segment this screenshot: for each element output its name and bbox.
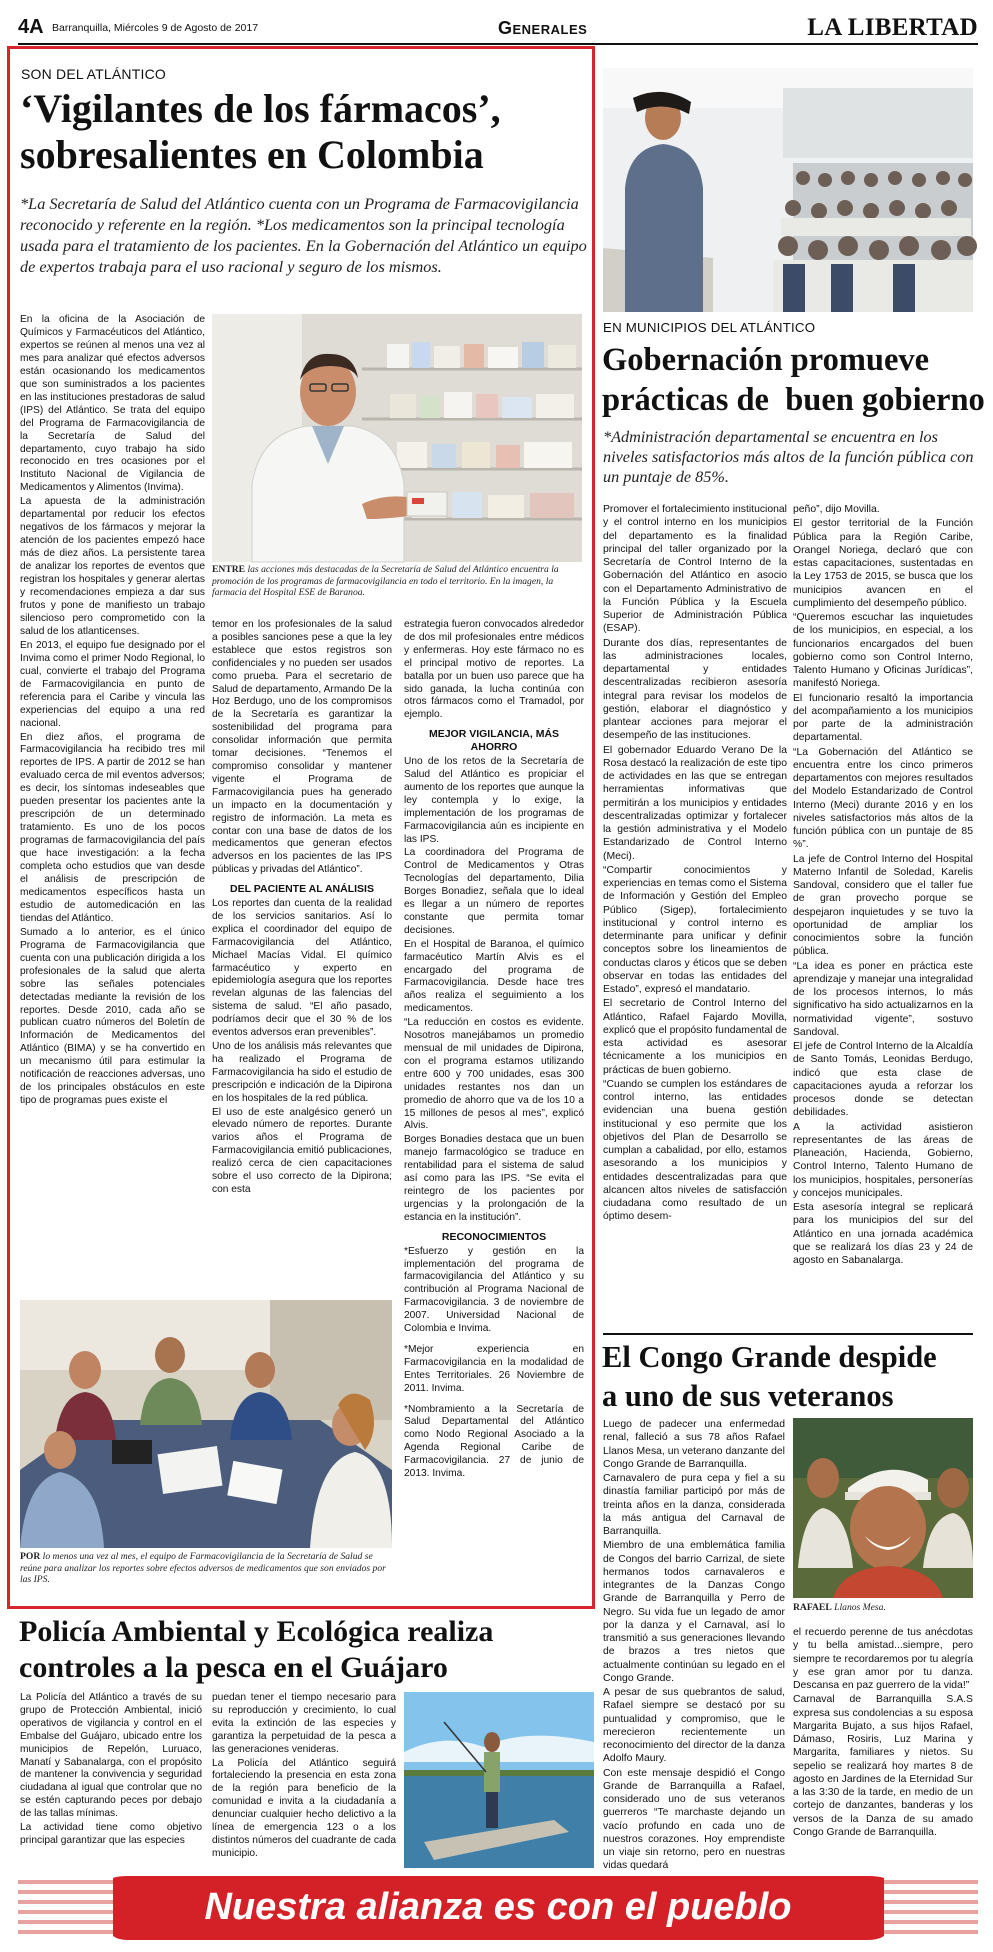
page-header	[18, 14, 978, 42]
article2-paragraph: peño”, dijo Movilla.	[793, 504, 880, 515]
section-name: Generales	[498, 18, 588, 38]
article1-subhead-vigilancia: MEJOR VIGILANCIA, MÁS AHORRO	[428, 728, 560, 754]
article3-paragraph: Con este mensaje despidió el Congo Grande de Barranquilla a Rafael, considerado uno de sus veteranos guerreros “Te marchaste dejando un vacío profundo en cada uno de nuestros corazones. Hoy emprendiste un viaje sin retorno, pero en nuestras vidas quedará	[603, 1767, 785, 1872]
article2-kicker: EN MUNICIPIOS DEL ATLÁNTICO	[603, 320, 816, 335]
article3-paragraph: A pesar de sus quebrantos de salud, Rafael siempre se destacó por su puntualidad y compromiso, que le merecieron recientemente un reconocimiento del director de la danza Adolfo Maury.	[603, 1687, 785, 1765]
article4-paragraph: puedan tener el tiempo necesario para su reproducción y crecimiento, lo cual evita la extinción de las especies y garantiza la perpetuidad de la pesca a las generaciones venideras.	[212, 1692, 396, 1755]
footer-slogan: Nuestra alianza es con el pueblo	[204, 1886, 792, 1928]
article1-paragraph: temor en los profesionales de la salud a posibles sanciones pese a que la ley establece que estos registros son confidenciales y no pueden ser usados como prueba. Para el secretario de Salud de departamento, Armando De la Hoz Berdugo, uno de los compromisos de la Secretaría es garantizar la sostenibilidad del programa para consolidar información que permita tomar decisiones. “Tenemos el compromiso consolidar y mantener vigente el Programa de Farmacovigilancia pues ha generado un impacto en la documentación y registro de información. La meta es contar con una base de datos de los medicamentos que generan efectos adversos en los pacientes de las IPS públicas y privadas del Atlántico”.	[212, 619, 392, 876]
meeting-photo-caption	[20, 1551, 392, 1586]
masthead: LA LIBERTAD	[807, 14, 978, 41]
article2-paragraph: El jefe de Control Interno de la Alcaldía de Santo Tomás, Leonidas Berdugo, indicó que esta clase de capacitaciones ayuda a reforzar los procesos donde se detectan debilidades.	[793, 1041, 973, 1119]
veteran-photo-art	[793, 1418, 973, 1598]
caption-text: lo menos una vez al mes, el equipo de Farmacovigilancia de la Secretaría de Salud se reúne para analizar los reportes sobre efectos adversos de medicamentos que son enviados por las IPS.	[20, 1551, 386, 1585]
article2-paragraph: La jefe de Control Interno del Hospital Materno Infantil de Soledad, Karelis Sandoval, considero que el taller fue de gran provecho porque se despejaron inquietudes y se tuvo la oportunidad de ampliar los conocimientos sobre la función pública.	[793, 853, 973, 958]
article1-subhead-paciente: DEL PACIENTE AL ANÁLISIS	[230, 883, 374, 896]
article2-paragraph: El gestor territorial de la Función Pública para la Región Caribe, Orangel Noriega, declaró que con estas capacitaciones, sustentadas en la Ley 1753 de 2015, se busca que los municipios avancen en el cumplimiento del desempeño público.	[793, 518, 973, 609]
page-number: 4A	[18, 16, 44, 38]
article3-paragraph: Carnavalero de pura cepa y fiel a su dinastía familiar participó por más de treinta años en la danza, considerada la más antigua del Carnaval de Barranquilla.	[603, 1473, 785, 1537]
article1-paragraph: Sumado a lo anterior, es el único Programa de Farmacovigilancia que cuenta con una publicación dirigida a los profesionales de la salud que alerta sobre las señales potenciales detectadas mediante la revisión de los reportes. Desde 2010, cada año se publican cuatro números del Boletín de Información de Medicamentos del Atlántico (BIMA) y se ha convertido en un mecanismo útil para estimular la notificación de reacciones adversas, uno de los principales obstáculos en este tipo de programas pues existe el	[20, 926, 205, 1107]
meeting-photo-art	[20, 1300, 392, 1548]
article1-headline-line1: ‘Vigilantes de los fármacos’,	[20, 86, 501, 131]
article1-column1	[20, 314, 205, 1314]
article1-paragraph: Borges Bonadies destaca que un buen manejo farmacológico se traduce en rentabilidad para el sistema de salud así como para las IPS. “Se evita el reintegro de los pacientes por urgencias y la prolongación de la estancia en la institución”.	[404, 1134, 584, 1223]
article1-paragraph: *Nombramiento a la Secretaría de Salud Departamental del Atlántico como Nodo Regional Asociado a la Agenda Regional Caribe de Farmacovigilancia. 27 de junio de 2013. Invima.	[404, 1403, 584, 1480]
article1-kicker: SON DEL ATLÁNTICO	[21, 66, 166, 82]
article3-headline-line1: El Congo Grande despide	[602, 1340, 937, 1374]
article1-paragraph: Uno de los análisis más relevantes que ha realizado el Programa de Farmacovigilancia ha sido el estudio de prescripción e indicación de la Dipirona en los hospitales de la red pública.	[212, 1041, 392, 1104]
article4-headline-line1: Policía Ambiental y Ecológica realiza	[19, 1615, 494, 1648]
article1-paragraph: “La reducción en costos es evidente. Nosotros manejábamos un promedio mensual de mil unidades de Dipirona, con el programa estamos utilizando entre 600 y 700 unidades, esas 300 unidades restantes nos dan un promedio de ahorro que va de los 10 a 15 millones de pesos al mes”, explicó Alvis.	[404, 1017, 584, 1132]
article1-paragraph: *Esfuerzo y gestión en la implementación del programa de farmacovigilancia del Atlántico y su contribución al Programa Nacional de Farmacovigilancia. 3 de noviembre de 2007. Universidad Nacional de Colombia e Invima.	[404, 1245, 584, 1335]
workshop-photo-art	[603, 68, 973, 312]
article2-paragraph: El funcionario resaltó la importancia del acompañamiento a los municipios por parte de la administración departamental.	[793, 692, 973, 744]
caption-lead: ENTRE	[212, 564, 246, 575]
article2-paragraph: Durante dos días, representantes de las administraciones locales, departamental y entidades descentralizadas recibieron asesoría integral para revisar los modelos de gestión, elaborar el diagnóstico y plantear acciones para mejorar el desempeño de las instituciones.	[603, 637, 787, 742]
article2-paragraph: “Compartir conocimientos y experiencias en temas como el Sistema de Información y Gestión del Empleo Público (Sigep), fortalecimiento institucional y control interno es determinante para unificar y definir conceptos sobre los lineamientos de conductas claros y éticos que se deben observar en todas las entidades del Estado”, expresó el mandatario.	[603, 864, 787, 995]
article1-paragraph: El uso de este analgésico generó un elevado número de reportes. Durante varios años el Programa de Farmacovigilancia emitió publicaciones, realizó cerca de cien capacitaciones sobre el uso correcto de la Dipirona; con esta	[212, 1106, 392, 1195]
article1-subhead: *La Secretaría de Salud del Atlántico cuenta con un Programa de Farmacovigilancia reconocido y referente en la región. *Los medicamentos son la principal tecnología usada para el tratamiento de los pacientes. En la Gobernación del Atlántico un equipo de expertos trabaja para el uso racional y seguro de los mismos.	[20, 194, 587, 276]
article4-paragraph: La Policía del Atlántico seguirá fortaleciendo la presencia en esta zona de la región para beneficio de la comunidad e invita a la ciudadanía a denunciar cualquier hecho delictivo a la línea de emergencia 123 o a los distintos números del cuadrante de cada municipio.	[212, 1757, 396, 1859]
article4-column2	[212, 1692, 396, 1862]
article3-column2	[793, 1626, 973, 1866]
meeting-photo	[20, 1300, 392, 1548]
article1-column2	[212, 619, 392, 1195]
article3-paragraph: el recuerdo perenne de tus anécdotas y tu bella amistad...siempre, pero siempre te recordaremos por tu alegría y ese gran amor por tu danza. Descansa en paz guerrero de la vida!”	[793, 1627, 973, 1691]
veteran-photo	[793, 1418, 973, 1598]
article3-paragraph: Miembro de una emblemática familia de Congos del barrio Carrizal, de siete hermanos todos carnavaleros e integrantes de la Danzas Congo Grande de Barranquilla y Perro de Negro. Su vida fue un legado de amor por la danza y el Carnaval, así lo transmitió a sus generaciones llevando de brazos a tres nietos que actualmente continúan su legado en el Congo Grande.	[603, 1540, 785, 1684]
fishing-photo	[404, 1692, 594, 1868]
article1-paragraph: *Mejor experiencia en Farmacovigilancia en la modalidad de Entes Territoriales. 26 Noviembre de 2011. Invima.	[404, 1343, 584, 1394]
article3-paragraph: Luego de padecer una enfermedad renal, falleció a sus 78 años Rafael Llanos Mesa, un veterano danzante del Congo Grande de Barranquilla.	[603, 1419, 785, 1470]
article4-paragraph: La actividad tiene como objetivo principal garantizar que las especies	[20, 1822, 202, 1846]
article1-paragraph: En diez años, el programa de Farmacovigilancia ha recibido tres mil reportes de IPS. A partir de 2012 se han evaluado cerca de mil eventos adversos; es decir, los síntomas indeseables que pueden presentar los pacientes ante la prescripción de un determinado tratamiento. Es uno de los pocos programas de farmacovigilancia del país que hace investigación: a la fecha completa ocho estudios que van desde el análisis de prescripción de medicamentos específicos hasta un estudio de automedicación en las tiendas del Atlántico.	[20, 731, 205, 924]
article1-paragraph: estrategia fueron convocados alrededor de dos mil profesionales entre médicos y enfermeras. Hoy este fármaco no es el principal motivo de reportes. La batalla por un buen uso parece que ha sido ganada, la lucha continúa con otros fármacos como el Tramadol, por ejemplo.	[404, 619, 584, 721]
fishing-photo-art	[404, 1692, 594, 1868]
article2-headline-line1: Gobernación promueve	[602, 342, 930, 378]
article2-paragraph: Promover el fortalecimiento institucional y el control interno en los municipios del departamento es la finalidad principal del taller organizado por la Secretaría de Control Interno de la Gobernación del Atlántico en asocio con el Departamento Administrativo de la Función Pública y la Escuela Superior de Administración Pública (ESAP).	[603, 504, 787, 635]
article1-paragraph: La coordinadora del Programa de Control de Medicamentos y Otras Tecnologías del departamento, Dilia Borges Bonadiez, señala que lo ideal es llegar a un número de reportes constante que permita tomar decisiones.	[404, 847, 584, 936]
article3-headline	[602, 1338, 978, 1416]
article1-paragraph: La apuesta de la administración departamental por reducir los efectos negativos de los fármacos y mejorar la atención de los pacientes empezó hace más de diez años. La persistente tarea de analizar los reportes de eventos que registran los hospitales y generar alertas y recomendaciones empieza a dar sus frutos y pone de manifiesto un trabajo silencioso pero comprometido con la salud de los atlanticenses.	[20, 496, 205, 637]
article1-column3	[404, 619, 584, 1599]
header-rule	[18, 43, 978, 45]
workshop-photo	[603, 68, 973, 312]
article3-headline-line2: a uno de sus veteranos	[602, 1379, 894, 1413]
caption-lead: POR	[20, 1551, 41, 1562]
article4-headline-line2: controles a la pesca en el Guájaro	[19, 1651, 448, 1684]
article2-headline-line2: prácticas de buen gobierno	[602, 382, 985, 418]
article1-paragraph: En 2013, el equipo fue designado por el Invima como el primer Nodo Regional, lo cual, convierte el trabajo del Programa de Farmacovigilancia en punto de referencia para el Caribe y vincula las experiencias del equipo a una red nacional.	[20, 639, 205, 729]
article3-paragraph: Carnaval de Barranquilla S.A.S expresa sus condolencias a su esposa Margarita Bujato, a sus hijos Rafael, Dámaso, Rosiris, Luz Marina y Margarita, familiares y nietos. Su sepelio se realizará hoy martes 8 de agosto en Jardines de la Eternidad Sur a las 3:30 de la tarde, en medio de un cortejo de danzantes, banderas y los versos de la Danza de su amado Congo Grande de Barranquilla.	[793, 1694, 973, 1838]
dateline: Barranquilla, Miércoles 9 de Agosto de 2017	[52, 22, 259, 34]
caption-lead: RAFAEL	[793, 1602, 832, 1613]
article2-subhead: *Administración departamental se encuentra en los niveles satisfactorios más altos de la función pública con un puntaje de 85%.	[603, 428, 974, 486]
article2-headline	[602, 340, 985, 420]
article2-paragraph: El secretario de Control Interno del Atlántico, Rafael Fajardo Movilla, explicó que el propósito fundamental de esta actividad es asesorar técnicamente a los municipios en prácticas de buen gobierno.	[603, 998, 787, 1076]
article4-headline	[19, 1614, 599, 1686]
article4-paragraph: La Policía del Atlántico a través de su grupo de Protección Ambiental, inició operativos de vigilancia y control en el Embalse del Guájaro, ubicado entre los municipios de Repelón, Luruaco, Manatí y Sabanalarga, con el propósito de mantener la convivencia y seguridad ciudadana al igual que controlar que no se estén capturando peces por debajo de las tallas mínimas.	[20, 1692, 202, 1820]
article1-paragraph: En la oficina de la Asociación de Químicos y Farmacéuticos del Atlántico, expertos se reúnen al menos una vez al mes para analizar qué efectos adversos están ocasionando los medicamentos que son suministrados a los pacientes en las instituciones prestadoras de salud (IPS) del Atlántico. Se trata del equipo del Programa de Farmacovigilancia de la Secretaría de Salud del departamento, cuyo trabajo ha sido reconocido en tres ocasiones por el Instituto Nacional de Vigilancia de Medicamentos y Alimentos (Invima).	[20, 314, 205, 494]
pharmacist-photo-art	[212, 314, 582, 562]
article1-headline	[20, 86, 590, 178]
article2-paragraph: A la actividad asistieron representantes de las áreas de Planeación, Hacienda, Gobierno, Control Interno, Talento Humano de los municipios, hospitales, personerías y concejos municipales.	[793, 1121, 973, 1199]
article4-column1	[20, 1692, 202, 1862]
caption-text: las acciones más destacadas de la Secretaría de Salud del Atlántico encuentra la promoción de los programas de farmacovigilancia en todo el territorio. En la imagen, la farmacia del Hospital ESE de Baranoa.	[212, 564, 559, 598]
article1-paragraph: Los reportes dan cuenta de la realidad de los servicios sanitarios. Así lo explica el coordinador del equipo de Farmacovigilancia del Atlántico, Michael Macías Vidal. El químico farmacéutico y experto en epidemiología asegura que los reportes revelan algunas de las falencias del sistema de salud. “El año pasado, podríamos decir que el 30 % de los eventos adversos eran prevenibles”.	[212, 898, 392, 1039]
article1-paragraph: En el Hospital de Baranoa, el químico farmacéutico Martín Alvis es el encargado del programa de Farmacovigilancia. Desde hace tres años realiza el seguimiento a los medicamentos.	[404, 938, 584, 1015]
pharmacist-photo	[212, 314, 582, 562]
article2-paragraph: “Cuando se cumplen los estándares de control interno, las entidades evidencian una buena gestión institucional y eso permite que los objetivos del Plan de Desarrollo se cumplan a cabalidad, por ello, estamos asesorando a los municipios y entidades descentralizadas para que alcancen altos niveles de satisfacción ciudadana como resultado de un óptimo desem-	[603, 1078, 787, 1223]
article2-paragraph: “La Gobernación del Atlántico se encuentra entre los cinco primeros departamentos con mejores resultados del Modelo Estandarizado de Control Interno (Meci) durante 2016 y en los niveles satisfactorios más altos de la función pública con un puntaje de 85 %”.	[793, 746, 973, 851]
article3-column1	[603, 1418, 785, 1872]
pharmacist-photo-caption	[212, 564, 582, 599]
footer-banner	[18, 1874, 978, 1942]
article2-paragraph: “La idea es poner en práctica este aprendizaje y manejar una integralidad de los procesos internos, lo más significativo ha sido actualizarnos en la normatividad vigente”, sostuvo Sandoval.	[793, 960, 973, 1038]
article2-paragraph: “Queremos escuchar las inquietudes de los municipios, en especial, a los funcionarios encargados del buen gobierno como son Control Interno, Talento Humano y Oficinas Jurídicas”, manifestó Noriega.	[793, 612, 973, 690]
article1-paragraph: Uno de los retos de la Secretaría de Salud del Atlántico es propiciar el aumento de los reportes que aunque la ley contempla y lo exige, la implementación de los programas de Farmacovigilancia aún es incipiente en las IPS.	[404, 756, 584, 845]
article2-divider	[603, 1333, 973, 1335]
article2-paragraph: Esta asesoría integral se replicará para los municipios del sur del Atlántico en una jornada académica que se realizará los días 23 y 24 de agosto en Sabanalarga.	[793, 1202, 973, 1266]
article2-paragraph: El gobernador Eduardo Verano De la Rosa destacó la realización de este tipo de actividades en las que se entregan herramientas informativas que permitirán a los municipios y entidades descentralizadas optimizar y fortalecer la gestión administrativa y el Modelo Estandarizado de Control Interno (Meci).	[603, 744, 787, 862]
article2-column2	[793, 503, 973, 1328]
veteran-photo-caption	[793, 1602, 973, 1614]
article2-column1	[603, 503, 787, 1328]
article1-headline-line2: sobresalientes en Colombia	[20, 132, 484, 177]
caption-text: Llanos Mesa.	[834, 1602, 886, 1613]
article1-subhead-reconocimientos: RECONOCIMIENTOS	[441, 1230, 547, 1243]
